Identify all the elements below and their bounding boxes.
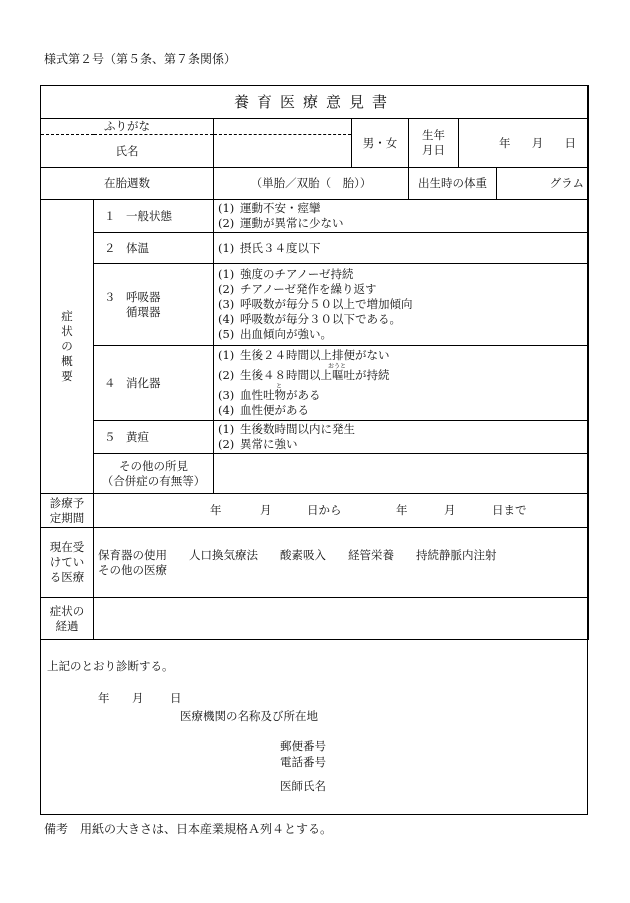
sex-select[interactable]: 男・女 [352,119,409,168]
single-twin-field[interactable]: （単胎／双胎（ 胎）） [214,168,409,200]
symptom-5-options[interactable]: (1) 生後数時間以内に発生 (2) 異常に強い [214,421,589,454]
symptom-3-label: ３ 呼吸器 循環器 [94,264,214,346]
treatment-iv-infusion: 持続静脈内注射 [416,547,497,562]
opinion-form-table [40,85,589,640]
symptom-4-label: ４ 消化器 [94,346,214,421]
postal-code-label: 郵便番号 [280,739,326,753]
course-input[interactable] [94,598,589,640]
birth-weight-unit[interactable]: グラム [497,168,589,200]
treatment-incubator: 保育器の使用 [98,547,167,562]
sign-day[interactable]: 日 [170,691,182,705]
form-number: 様式第２号（第５条、第７条関係） [44,52,237,66]
schedule-input[interactable]: 年 月 日から 年 月 日まで [94,494,589,528]
footer-note: 備考 用紙の大きさは、日本産業規格Ａ列４とする。 [44,822,333,836]
birth-month-label: 月 [531,135,544,150]
sign-month[interactable]: 月 [132,691,144,705]
name-input[interactable] [214,135,352,168]
treatment-ventilation: 人口換気療法 [189,547,258,562]
birth-year-label: 年 [499,135,511,150]
ruby-to: と [276,383,283,390]
symptom-1-options[interactable]: (1) 運動不安・痙攣 (2) 運動が異常に少ない [214,200,589,233]
signature-area [40,640,588,815]
symptoms-summary-label: 症 状 の 概 要 [41,200,94,494]
schedule-label: 診療予 定期間 [41,494,94,528]
furigana-input[interactable] [214,119,352,135]
gestation-label: 在胎週数 [41,168,214,200]
form-title: 養育医療意見書 [41,86,589,119]
institution-label: 医療機関の名称及び所在地 [180,709,318,723]
treatment-other: その他の医療 [98,562,167,577]
other-findings-label: その他の所見 （合併症の有無等） [94,454,214,494]
phone-label: 電話番号 [280,755,326,769]
other-findings-input[interactable] [214,454,589,494]
current-treatment-options[interactable] [94,528,589,598]
birth-day-label: 日 [564,135,577,150]
doctor-name-label: 医師氏名 [280,779,326,793]
sign-year[interactable]: 年 [98,691,110,705]
treatment-tube-feeding: 経管栄養 [348,547,394,562]
diagnosis-statement: 上記のとおり診断する。 [47,659,174,673]
name-label: 氏名 [41,135,214,168]
course-label: 症状の 経過 [41,598,94,640]
furigana-label: ふりがな [41,119,214,135]
symptom-2-options[interactable]: (1) 摂氏３４度以下 [214,233,589,264]
symptom-1-label: １ 一般状態 [94,200,214,233]
treatment-oxygen: 酸素吸入 [280,547,326,562]
symptom-4-options[interactable]: (1) 生後２４時間以上排便がない (2) 生後４８時間以上嘔吐が持続 おうと (3) 血性吐物がある と (4) 血性便がある [214,346,589,421]
birth-weight-label: 出生時の体重 [409,168,497,200]
symptom-2-label: ２ 体温 [94,233,214,264]
current-treatment-label: 現在受 けてい る医療 [41,528,94,598]
symptom-5-label: ５ 黄疸 [94,421,214,454]
symptom-3-options[interactable]: (1) 強度のチアノーゼ持続 (2) チアノーゼ発作を繰り返す (3) 呼吸数が毎分５０以上で増加傾向 (4) 呼吸数が毎分３０以下である。 (5) 出血傾向が強い。 [214,264,589,346]
ruby-oto: おうと [328,363,347,370]
birth-date-label: 生年 月日 [409,119,459,168]
birth-date-field[interactable] [459,119,589,168]
